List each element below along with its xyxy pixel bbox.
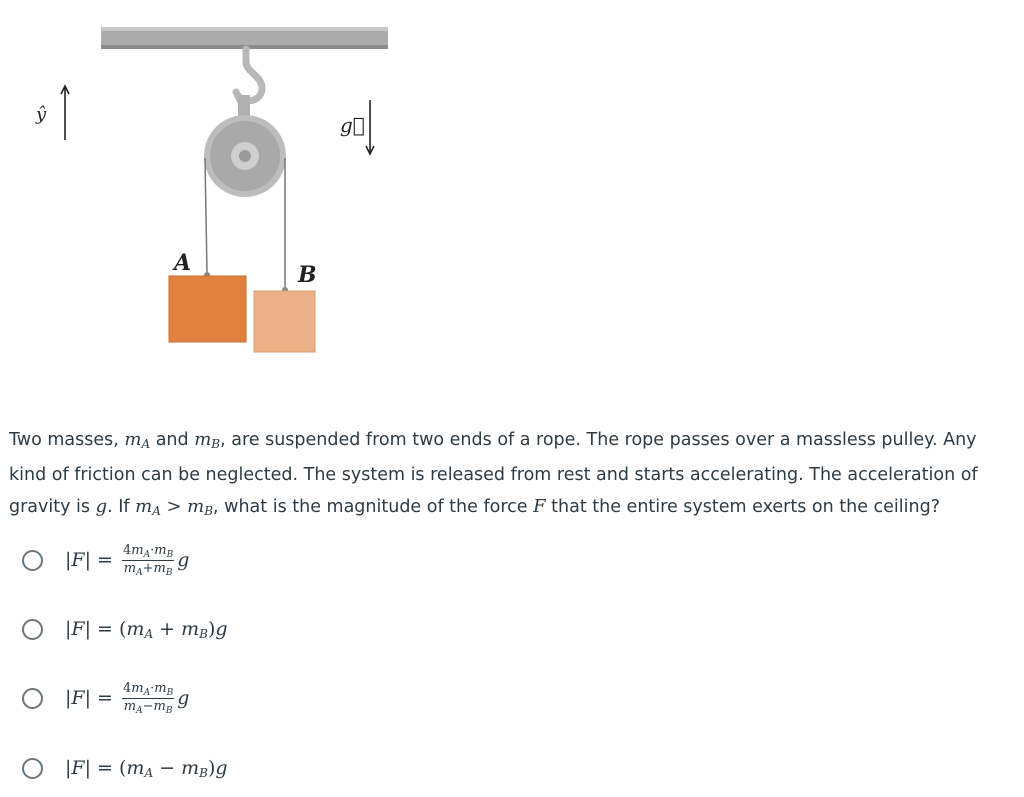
pulley-figure xyxy=(0,0,1024,380)
option-2-formula: | F | = ( m A + m B ) g xyxy=(65,618,228,641)
option-4-formula: | F | = ( m A − m B ) g xyxy=(65,757,228,780)
gravity-label: g⃗ xyxy=(340,113,365,137)
hook xyxy=(242,49,262,101)
option-1-formula: | F | = $\frac{4m_A\cdot m_B}{m_A+m_B}$ g xyxy=(65,542,190,578)
radio-button[interactable] xyxy=(22,758,43,779)
radio-button[interactable] xyxy=(22,550,43,571)
option-2[interactable] xyxy=(22,609,228,649)
mass-b-label: B xyxy=(298,262,317,288)
y-axis-label: ŷ xyxy=(36,104,47,125)
mass-b xyxy=(254,291,315,352)
question-text: Two masses, $m_A$ and $m_B$, are suspended from two ends of a rope. The rope passes over a massless pulley. Any kind of friction can be neglected. The system is released from rest and starts accelerating. The acceleration of gravity is g. If $m_A > m_B$, what is the magnitude of the force F that the entire system exerts on the ceiling? xyxy=(9,429,978,518)
mass-a xyxy=(169,276,246,342)
radio-button[interactable] xyxy=(22,688,43,709)
option-4[interactable] xyxy=(22,748,228,788)
option-3[interactable] xyxy=(22,678,189,718)
pulley xyxy=(204,95,286,197)
option-1[interactable] xyxy=(22,540,189,580)
mass-a-label: A xyxy=(174,250,192,276)
rope-a xyxy=(205,158,207,274)
math-ma: $m_A$ xyxy=(124,429,151,451)
option-3-formula: | F | = $\frac{4m_A\cdot m_B}{m_A-m_B}$ g xyxy=(65,680,190,716)
math-mb: $m_B$ xyxy=(194,429,221,451)
radio-button[interactable] xyxy=(22,619,43,640)
